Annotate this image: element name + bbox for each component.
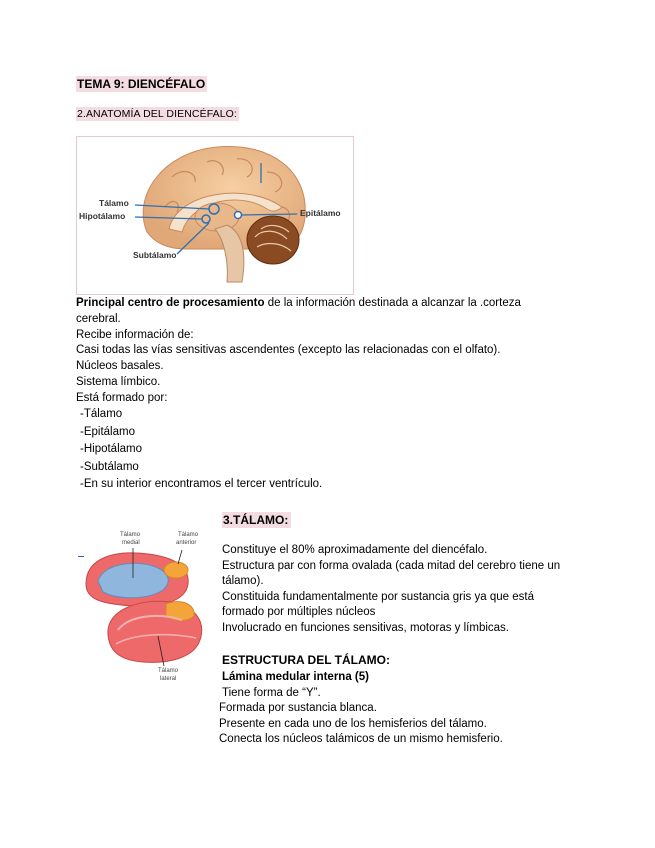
bold-lead: Principal centro de procesamiento: [76, 297, 265, 309]
estructura-heading: ESTRUCTURA DEL TÁLAMO:: [222, 653, 390, 667]
thalamus-illustration: [78, 526, 208, 684]
text-line: Formada por sustancia blanca.: [219, 702, 377, 714]
text-line: Casi todas las vías sensitivas ascendentes (excepto las relacionadas con el olfato).: [76, 344, 501, 357]
label-talamo-lateral-1: Tálamo: [158, 668, 179, 674]
text-line: Conecta los núcleos talámicos de un mismo hemisferio.: [219, 733, 503, 745]
label-hipotalamo: Hipotálamo: [79, 211, 126, 221]
text-line: Constituida fundamentalmente por sustancia gris ya que está: [222, 590, 534, 603]
label-talamo-medial-2: medial: [122, 540, 140, 546]
list-item: -Hipotálamo: [80, 443, 142, 455]
label-talamo-medial-1: Tálamo: [120, 532, 141, 538]
list-item: -En su interior encontramos el tercer ventrículo.: [80, 478, 323, 490]
label-talamo: Tálamo: [99, 198, 129, 208]
section-2-heading: 2.ANATOMÍA DEL DIENCÉFALO:: [77, 108, 237, 120]
formado-por-list: [80, 407, 322, 495]
label-talamo-anterior-2: anterior: [176, 540, 197, 546]
page-title: TEMA 9: DIENCÉFALO: [77, 77, 206, 91]
text-line: formado por múltiples núcleos: [222, 606, 376, 619]
line-principal: [76, 296, 576, 312]
text-line: Recibe información de:: [76, 328, 194, 341]
text-line: tálamo).: [222, 575, 264, 588]
text-line: Involucrado en funciones sensitivas, motoras y límbicas.: [222, 621, 509, 634]
brain-sagittal-illustration: [77, 137, 353, 294]
label-talamo-lateral-2: lateral: [160, 676, 177, 682]
thalamus-figure: [78, 526, 208, 684]
text-line: Sistema límbico.: [76, 375, 161, 388]
text-line: Núcleos basales.: [76, 360, 164, 373]
text-line: cerebral.: [76, 312, 121, 325]
section-3-text: [222, 543, 582, 637]
label-subtalamo: Subtálamo: [133, 250, 177, 260]
text-line: Tiene forma de “Y”.: [222, 686, 321, 699]
text-line: Estructura par con forma ovalada (cada mitad del cerebro tiene un: [222, 559, 561, 572]
text-line: Presente en cada uno de los hemisferios del tálamo.: [219, 717, 487, 730]
diencephalon-figure: [76, 136, 354, 295]
estructura-talamo: [219, 653, 503, 748]
list-item: -Epitálamo: [80, 425, 135, 438]
line-rest: de la información destinada a alcanzar la .corteza: [264, 297, 521, 309]
section-3-heading: 3.TÁLAMO:: [222, 512, 291, 528]
text-line: Constituye el 80% aproximadamente del diencéfalo.: [222, 544, 488, 556]
text-line: Está formado por:: [76, 391, 168, 404]
section-2-text: [76, 296, 576, 407]
lamina-heading: Lámina medular interna (5): [222, 671, 369, 683]
label-talamo-anterior-1: Tálamo: [178, 532, 199, 538]
label-epitalamo: Epitálamo: [300, 208, 341, 218]
list-item: -Subtálamo: [80, 460, 139, 473]
list-item: -Tálamo: [80, 408, 123, 420]
